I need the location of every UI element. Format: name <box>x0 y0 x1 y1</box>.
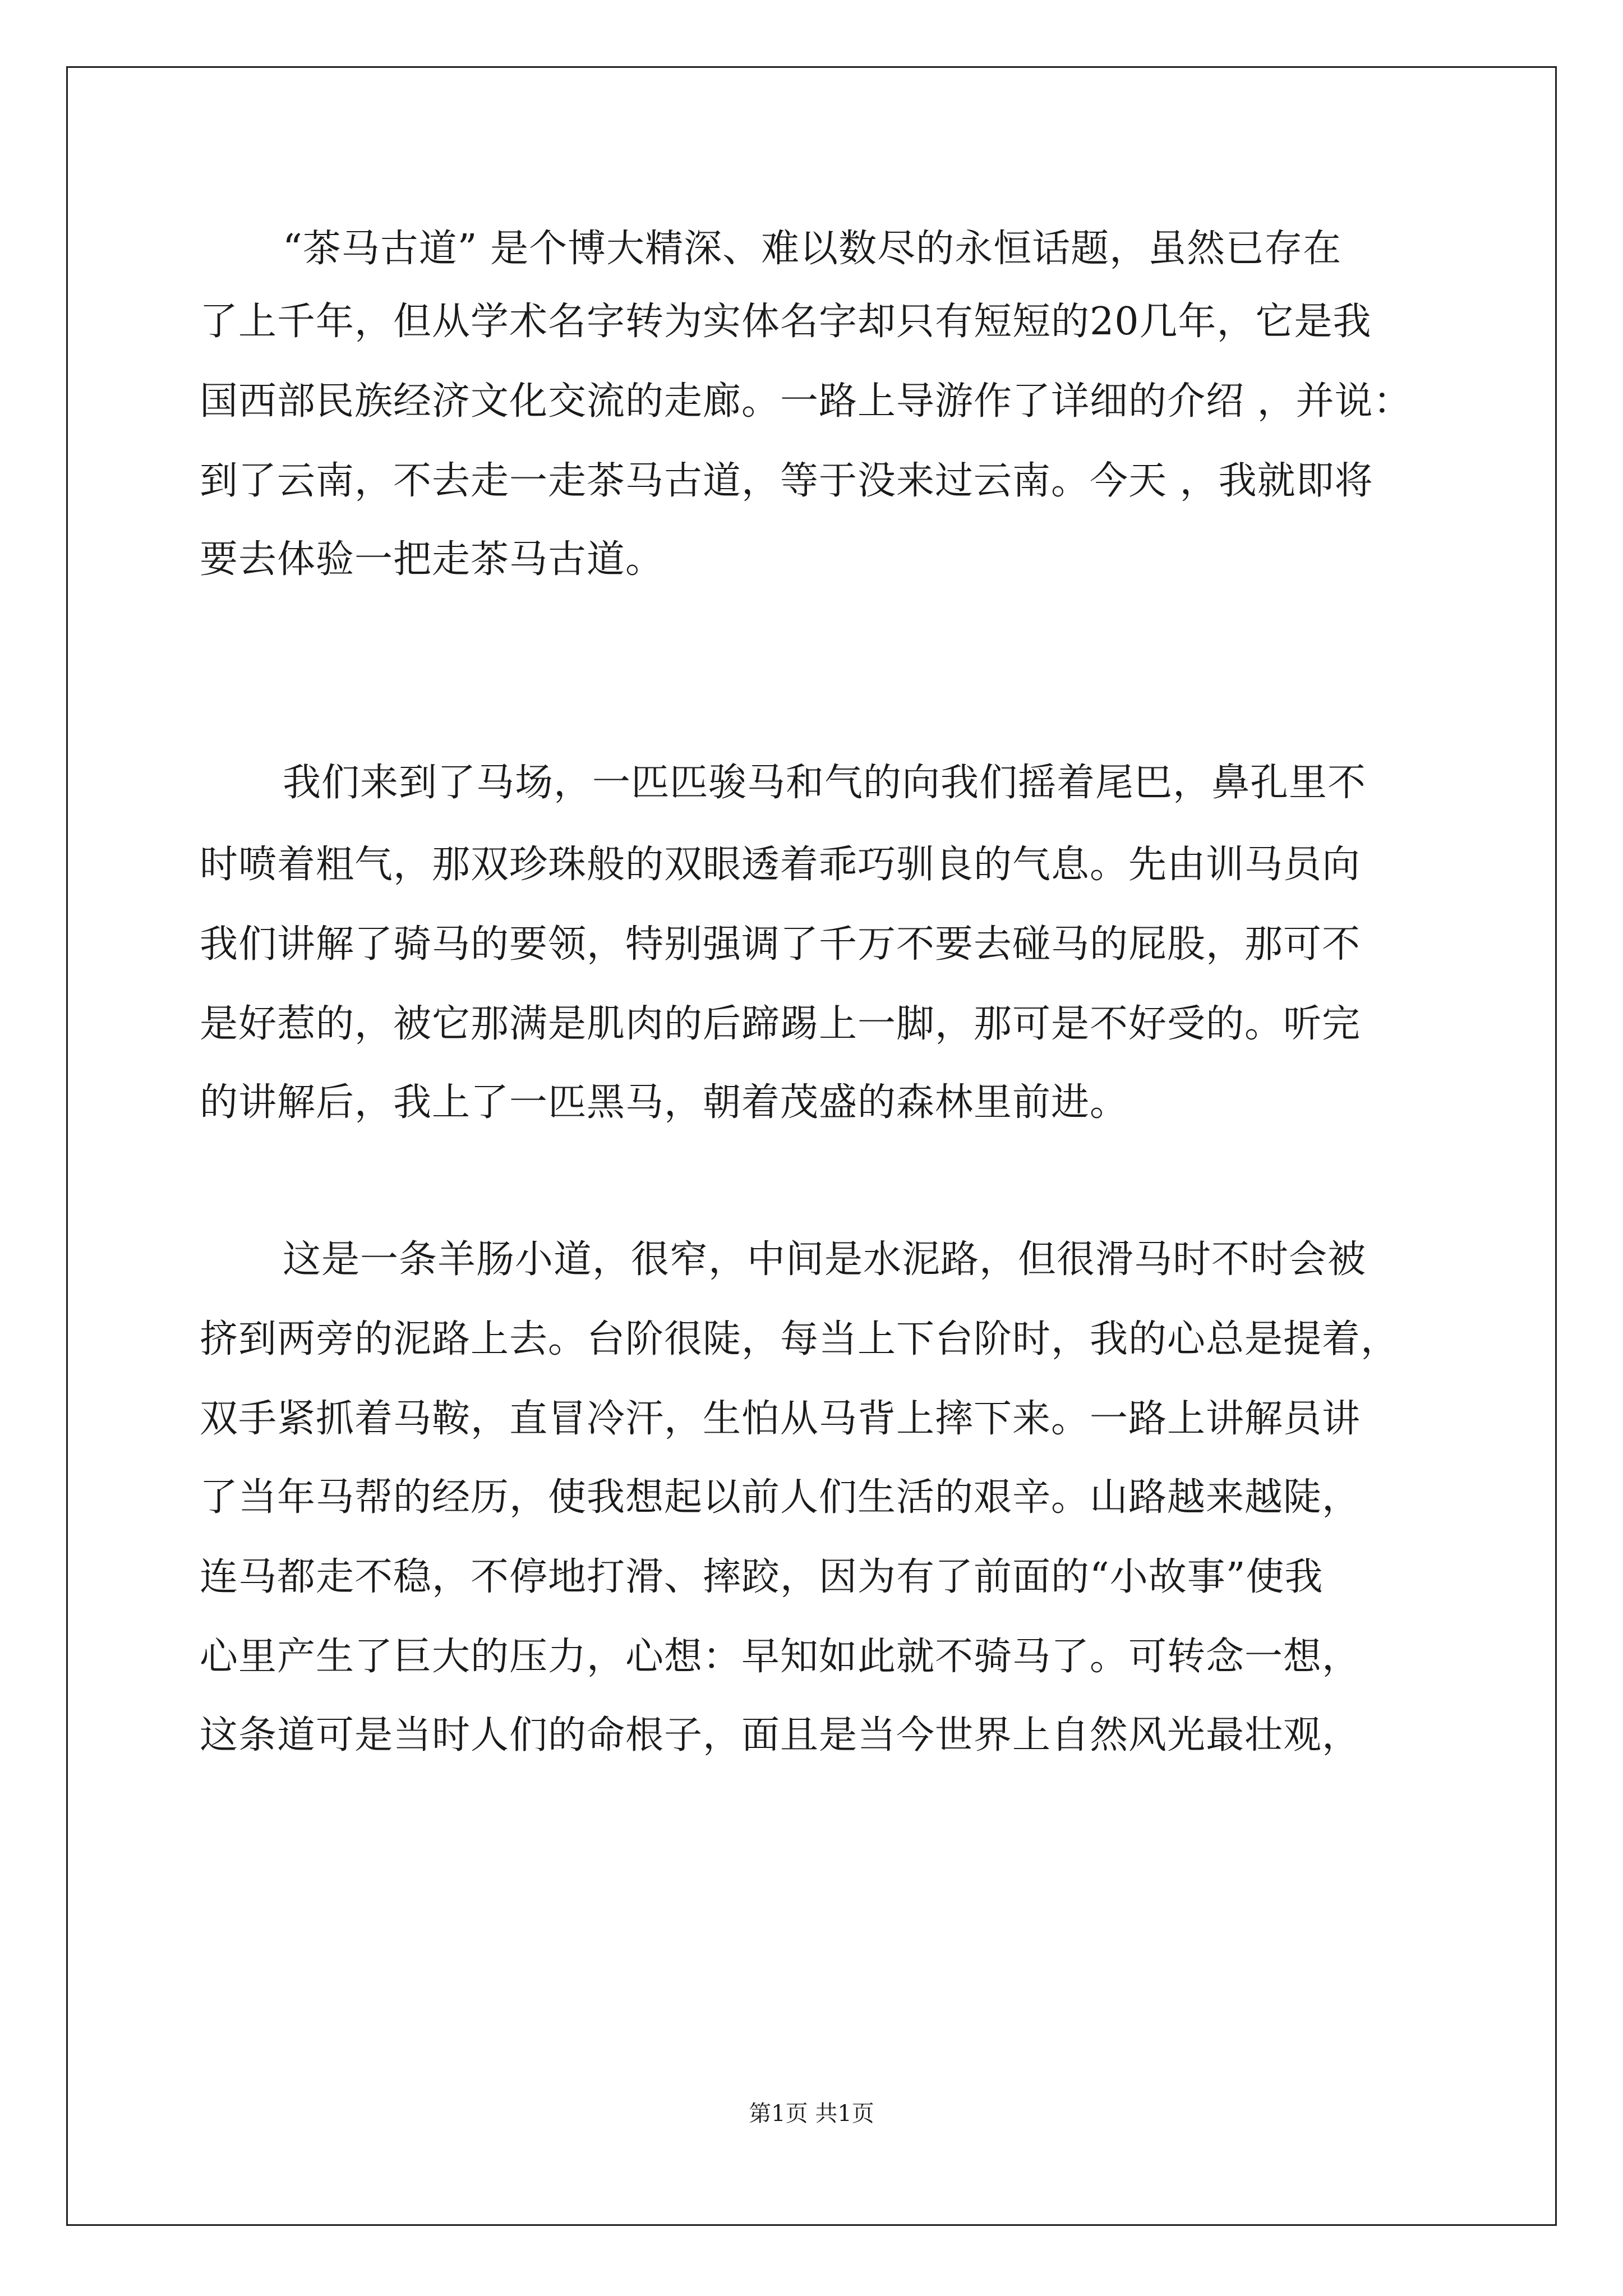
paragraph-2-line-2: 时喷着粗气，那双珍珠般的双眼透着乖巧驯良的气息。先由训马员向 <box>200 843 1361 887</box>
paragraph-2-line-5: 的讲解后，我上了一匹黑马，朝着茂盛的森林里前进。 <box>200 1080 1129 1125</box>
paragraph-2-line-4: 是好惹的，被它那满是肌肉的后蹄踢上一脚，那可是不好受的。听完 <box>200 1002 1361 1046</box>
paragraph-1-line-2: 了上千年，但从学术名字转为实体名字却只有短短的20几年，它是我 <box>200 300 1372 344</box>
paragraph-2-line-3: 我们讲解了骑马的要领，特别强调了千万不要去碰马的屁股，那可不 <box>200 922 1361 967</box>
paragraph-1-line-1: “茶马古道” 是个博大精深、难以数尽的永恒话题，虽然已存在 <box>283 227 1342 271</box>
page-footer: 第1页 共1页 <box>749 2101 874 2127</box>
paragraph-3-line-3: 双手紧抓着马鞍，直冒冷汗，生怕从马背上摔下来。一路上讲解员讲 <box>200 1397 1361 1441</box>
paragraph-3-line-6: 心里产生了巨大的压力，心想：早知如此就不骑马了。可转念一想， <box>200 1635 1361 1679</box>
paragraph-3-line-2: 挤到两旁的泥路上去。台阶很陡，每当上下台阶时，我的心总是提着， <box>200 1317 1400 1361</box>
paragraph-1-line-3: 国西部民族经济文化交流的走廊。一路上导游作了详细的介绍 ，并说： <box>200 379 1412 424</box>
paragraph-3-line-1: 这是一条羊肠小道，很窄，中间是水泥路，但很滑马时不时会被 <box>283 1237 1367 1282</box>
paragraph-2-line-1: 我们来到了马场，一匹匹骏马和气的向我们摇着尾巴，鼻孔里不 <box>283 761 1367 805</box>
paragraph-3-line-4: 了当年马帮的经历，使我想起以前人们生活的艰辛。山路越来越陡， <box>200 1475 1361 1520</box>
paragraph-3-line-7: 这条道可是当时人们的命根子，面且是当今世界上自然风光最壮观， <box>200 1713 1361 1757</box>
paragraph-3-line-5: 连马都走不稳，不停地打滑、摔跤，因为有了前面的“小故事”使我 <box>200 1555 1324 1599</box>
paragraph-1-line-4: 到了云南，不去走一走茶马古道，等于没来过云南。今天 ，我就即将 <box>200 459 1373 503</box>
paragraph-1-line-5: 要去体验一把走茶马古道。 <box>200 537 665 582</box>
